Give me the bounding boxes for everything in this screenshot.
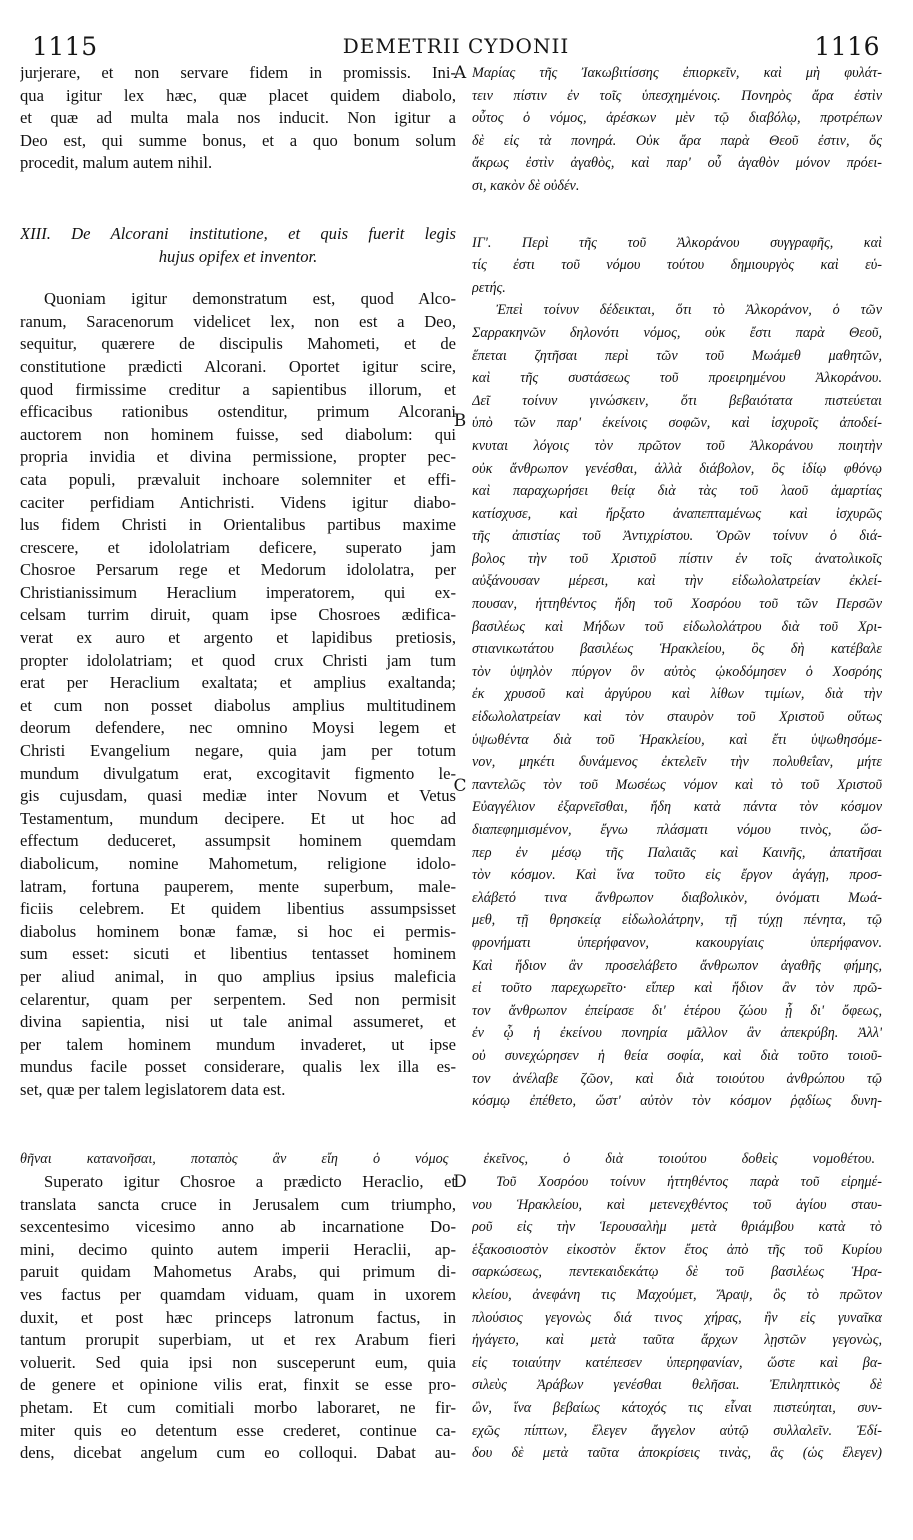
latin-line: sequitur, quærere de discipulis Mahometi, et de <box>20 334 456 354</box>
latin-line: efficacibus rationibus ostenditur, primum Alcorani <box>20 402 456 422</box>
greek-line: κατίσχυσε, καὶ ἤρξατο ἀναπεπταμένως καὶ ἰσχυρῶς <box>472 505 882 522</box>
latin-line: et quæ ad multa mala nos inducit. Non igitur a <box>20 108 456 128</box>
latin-line: divina sapientia, nisi ut tale animal assumeret, et <box>20 1012 456 1032</box>
greek-line: οὐ συνεχώρησεν ἡ θεία σοφία, καὶ διὰ τοῦτο τοιοῦ- <box>472 1047 882 1064</box>
greek-line: Ἐπεὶ τοίνυν δέδεικται, ὅτι τὸ Ἀλκοράνον, ὁ τῶν <box>496 302 882 319</box>
latin-line: caciter perfidiam Antichristi. Videns igitur diabo- <box>20 492 456 512</box>
latin-line: mini, decimo quinto autem imperii Heraclii, ap- <box>20 1239 456 1259</box>
greek-line: τον ἀνέλαβε ζῶον, καὶ διὰ τοιούτου ἀνθρώπου τῷ <box>472 1070 882 1087</box>
greek-line: τὸν κόσμον. Καὶ ἵνα τοῦτο εἰς ἔργον ἀγάγῃ, προσ- <box>472 867 882 884</box>
greek-line: σιλεὺς Ἀράβων γενέσθαι θελῆσαι. Ἐπιληπτικὸς δὲ <box>472 1377 882 1394</box>
latin-line: duxit, et post hæc princeps latronum factus, in <box>20 1307 456 1327</box>
greek-line: τειν πίστιν ἐν τοῖς ὑπεσχημένοις. Πονηρὸς ἄρα ἐστὶν <box>472 87 882 104</box>
latin-line: celsam turrim diruit, quam ipse Chosroes ædifica- <box>20 605 456 625</box>
latin-line: gis cujusdam, quasi mediæ inter Novum et Vetus <box>20 786 456 806</box>
latin-line: et cum non posset diabolus amplius multitudinem <box>20 695 456 715</box>
latin-line: deorum defendere, nec omnino Moysi legem et <box>20 718 456 738</box>
latin-line: procedit, malum autem nihil. <box>20 153 213 173</box>
latin-line: diabolus hominem bonæ famæ, si hoc ei permis- <box>20 921 456 941</box>
latin-line: Christi Evangelium negare, quia jam per totum <box>20 741 456 761</box>
latin-line: quod firmissime creditur a sapientibus illorum, et <box>20 379 456 399</box>
latin-line: latram, fortuna pauperem, mente superbum, male- <box>20 876 456 896</box>
margin-marker-b: B <box>453 411 467 431</box>
latin-line: miter quis eo detentum esse crederet, continue ca- <box>20 1420 456 1440</box>
margin-marker-c: C <box>453 776 467 796</box>
greek-line: Εὐαγγέλιον ἐξαρνεῖσθαι, ἤδη κατὰ πάντα τὸν κόσμον <box>472 799 882 816</box>
greek-line: βολος τὴν τοῦ Χριστοῦ πίστιν ἐν τοῖς ἀνατολικοῖς <box>472 550 882 567</box>
greek-line: ἠγάγετο, καὶ μετὰ ταῦτα ἄρχων λῃστῶν γεγονὼς, <box>472 1332 882 1349</box>
margin-marker-d: D <box>453 1172 467 1192</box>
greek-line: ὑπὸ τῶν παρ' ἐκείνοις σοφῶν, καὶ ἰσχυροῖς ἀποδεί- <box>472 415 882 432</box>
greek-heading-line: τίς ἐστι τοῦ νόμου τούτου δημιουργὸς καὶ εὑ- <box>472 257 882 274</box>
latin-line: Testamentum, mundum decipere. Et ut hoc ad <box>20 808 456 828</box>
latin-line: verat ex auro et argento et lapidibus pretiosis, <box>20 628 456 648</box>
left-page-number: 1115 <box>32 32 98 61</box>
greek-line: περ ἐν μέσῳ τῆς Παλαιᾶς καὶ Καινῆς, ἀπατῆσαι <box>472 844 882 861</box>
greek-line: εἰς τοιαύτην κατέπεσεν ὑπερηφανίαν, ὥστε καὶ βα- <box>472 1354 882 1371</box>
greek-line: εἰ τοῦτο παρεχωρεῖτο· εἴπερ καὶ ἥδιον ἂν τὸν πρῶ- <box>472 980 882 997</box>
latin-line: jurjerare, et non servare fidem in promissis. Ini- <box>20 63 456 82</box>
greek-line: Τοῦ Χοσρόου τοίνυν ἡττηθέντος παρὰ τοῦ εἰρημέ- <box>496 1174 882 1190</box>
greek-line: κόσμῳ ἐπέθετο, ὥστ' αὐτὸν τὸν κόσμον ῥᾳδίως δυνη- <box>472 1093 882 1110</box>
greek-line: κνυται λόγοις τὸν πρῶτον τοῦ Ἀλκοράνου ποιητὴν <box>472 437 882 454</box>
greek-line: πλούσιος γεγονὼς διά τινος χήρας, ἣν εἰς γυναῖκα <box>472 1309 882 1326</box>
latin-line: crescere, et idololatriam deficere, superato jam <box>20 537 456 557</box>
latin-column <box>20 62 456 1102</box>
latin-line: Superato igitur Chosroe a prædicto Heraclio, et <box>44 1172 456 1191</box>
latin-line: qua igitur lex hæc, quæ placet quidem diabolo, <box>20 85 456 105</box>
latin-line: per talem hominem mundum invaderet, ut ipse <box>20 1034 456 1054</box>
latin-line: voluerit. Sed quia ipsi non susceperunt eum, quia <box>20 1352 456 1372</box>
latin-line: diabolicum, nomine Mahometum, religione idolo- <box>20 854 456 873</box>
latin-line: ranum, Saracenorum videlicet lex, non est a Deo, <box>20 311 456 331</box>
greek-line: σαρκώσεως, πεντεκαιδεκάτῳ δὲ τοῦ βασιλέως Ἡρα- <box>472 1264 882 1281</box>
greek-line: ἐν ᾧ ἡ ἐκείνου πονηρία μᾶλλον ἂν ἀπεκρύβη. Ἀλλ' <box>472 1025 882 1042</box>
latin-heading-line: hujus opifex et inventor. <box>158 246 318 266</box>
latin-line: Chosroe Persarum rege et Medorum idololatra, per <box>20 560 456 580</box>
latin-line: mundus facile posset considerare, qualis lex illa es- <box>20 1057 456 1077</box>
latin-line: Quoniam igitur demonstratum est, quod Alco- <box>44 289 456 309</box>
latin-line: ves factus per quamdam viduam, quam in uxorem <box>20 1284 456 1304</box>
greek-column-continued <box>472 1171 882 1465</box>
greek-line: δὲ εἰς τὰ πονηρά. Οὐκ ἄρα παρὰ Θεοῦ ἐστιν, ὅς <box>472 132 882 149</box>
greek-line: μεθ, τῇ θρησκείᾳ εἰδωλολάτρην, τῇ τύχῃ πένητα, τῷ <box>472 912 882 929</box>
greek-line: ἄκρως ἐστὶν ἀγαθὸς, καὶ παρ' οὗ ἀγαθὸν μόνον πρόει- <box>472 155 882 172</box>
greek-line: στιανικωτάτου βασιλέως Ἡρακλείου, ὃς δὴ κατέβαλε <box>472 641 882 658</box>
greek-line: ελάβετό τινα ἄνθρωπον διαβολικὸν, ὀνόματι Μωά- <box>472 889 882 906</box>
spacer <box>472 198 882 232</box>
latin-line: set, quæ per talem legislatorem data est. <box>20 1079 286 1099</box>
latin-line: mundum divulgatum erat, excogitavit figmento le- <box>20 763 456 783</box>
greek-line: κλείου, ἀνεφάνη τις Μαχούμετ, Ἄραψ, ὃς τὸ πρῶτον <box>472 1286 882 1303</box>
greek-line: ροῦ εἰς τὴν Ἱερουσαλὴμ μετὰ θριάμβου κατὰ τὸ <box>472 1219 882 1236</box>
latin-line: celarentur, quam per serpentem. Sed non permisit <box>20 989 456 1009</box>
latin-line: lus fidem Christi in Orientalibus partibus maxime <box>20 515 456 535</box>
greek-line: καὶ παραχωρήσει θείᾳ διὰ τὰς τοῦ λαοῦ ἁμαρτίας <box>472 483 882 500</box>
latin-line: per aliud animal, in quo amplius ipsius maleficia <box>20 966 456 986</box>
latin-line: sum esset: sicuti et libentius tentasset hominem <box>20 944 456 964</box>
running-title: DEMETRII CYDONII <box>342 34 570 58</box>
greek-line: Καὶ ἥδιον ἂν προσελάβετο ἄνθρωπον ἀγαθῆς φήμης, <box>472 957 882 974</box>
margin-marker-a: A <box>453 63 467 83</box>
latin-line: dens, dicebat angelum cum eo colloqui. Dabat au- <box>20 1443 456 1463</box>
latin-line: de genere et opinione vilis erat, finxit se esse pro- <box>20 1375 456 1395</box>
greek-line: Σαρρακηνῶν δηλονότι νόμος, οὐκ ἔστι παρὰ Θεοῦ, <box>472 324 882 341</box>
latin-line: auctorem non hominem fuisse, sed diabolum: qui <box>20 424 456 444</box>
latin-line: translata sancta cruce in Jerusalem cum triumpho, <box>20 1194 456 1214</box>
greek-line: τῆς ἀπιστίας τοῦ Ἀντιχρίστου. Ὁρῶν τοίνυν ὁ διά- <box>472 528 882 545</box>
greek-line: ὑψωθέντα διὰ τοῦ Ἡρακλείου, καὶ ἔτι ὑψωθησόμε- <box>472 731 882 748</box>
greek-line: διαπεφημισμένον, ἔγνω πλάσματι νόμου τινὸς, ὥσ- <box>472 822 882 838</box>
latin-column-continued <box>20 1171 456 1465</box>
greek-line: αὐξάνουσαν μέρεσι, καὶ τὴν εἰδωλολατρείαν ἐκλεί- <box>472 573 882 590</box>
greek-line: φρονήματι ὑπερήφανον, κακουργίαις ὑπερήφανον. <box>472 934 882 951</box>
greek-line: βασιλέως καὶ Μήδων τοῦ εἰδωλολάτρου διὰ τοῦ Χρι- <box>472 618 882 635</box>
greek-line: δου δὲ μετὰ ταῦτα ἀποκρίσεις τινὰς, ἃς (ὡς ἔλεγεν) <box>472 1445 882 1462</box>
latin-line: constitutione prædicti Alcorani. Oportet igitur scire, <box>20 356 456 376</box>
latin-line: paruit quidam Mahometus Arabs, qui primum di- <box>20 1262 456 1282</box>
spacer <box>20 268 456 288</box>
latin-line: erat per Heraclium exaltata; et amplius exaltanda; <box>20 673 456 693</box>
greek-spanning-line: θῆναι κατανοῆσαι, ποταπὸς ἂν εἴη ὁ νόμος ἐκεῖνος, ὁ διὰ τοιούτου δοθεὶς νομοθέτου. <box>20 1151 875 1167</box>
greek-column <box>472 62 882 1113</box>
right-page-number: 1116 <box>814 32 880 61</box>
greek-line: ἕπεται ζητῆσαι περὶ τῶν τοῦ Μωάμεθ μαθητῶν, <box>472 347 882 364</box>
greek-line: τον ἄνθρωπον ἐπείρασε δι' ἑτέρου ζώου ᾗ δι' ὄφεως, <box>472 1002 882 1019</box>
greek-line: καὶ τῆς συστάσεως τοῦ προειρημένου Ἀλκοράνου. <box>472 370 882 387</box>
greek-heading-line: ρετής. <box>472 279 506 296</box>
greek-line: Δεῖ τοίνυν γινώσκειν, ὅτι βεβαιότατα πιστεύεται <box>472 392 882 409</box>
latin-line: phetam. Et cum comitiali morbo laboraret, ne fir- <box>20 1397 456 1417</box>
greek-line: πουσαν, ἡττηθέντος ἤδη τοῦ Χοσρόου τοῦ τῶν Περσῶν <box>472 596 882 613</box>
latin-line: propria invidia et divina permissione, propter pec- <box>20 447 456 467</box>
spacer <box>20 175 456 223</box>
greek-line: νου Ἡρακλείου, καὶ μετενεχθέντος τοῦ ἁγίου σταυ- <box>472 1196 882 1213</box>
greek-line: ἑξακοσιοστὸν εἰκοστὸν ἕκτον ἔτος ἀπὸ τῆς τοῦ Κυρίου <box>472 1241 882 1258</box>
latin-heading-line: XIII. De Alcorani institutione, et quis fuerit legis <box>20 223 456 243</box>
latin-line: cata populi, prævaluit inchoare solemniter et effi- <box>20 469 456 489</box>
latin-line: tantum prorupit superbiam, ut et rex Arabum fieri <box>20 1330 456 1350</box>
greek-heading-line: ΙΓ'. Περὶ τῆς τοῦ Ἀλκοράνου συγγραφῆς, καὶ <box>472 234 882 251</box>
greek-line: ὢν, ἵνα βεβαίως κάτοχός τις εἶναι πιστεύηται, συν- <box>472 1399 882 1416</box>
page-header <box>32 32 880 60</box>
greek-line: ἐκ χρυσοῦ καὶ ἀργύρου καὶ λίθων τιμίων, διὰ τὴν <box>472 686 882 703</box>
greek-line: οὐκ ἄνθρωπον γενέσθαι, ἀλλὰ διάβολον, ὃς ἰδίῳ φθόνῳ <box>472 460 882 477</box>
greek-line: εἰδωλολατρείαν καὶ τὸν σταυρὸν τοῦ Χριστοῦ οὕτως <box>472 709 882 726</box>
latin-line: ficiis celebrem. Et quidem libentius assumpsisset <box>20 899 456 919</box>
greek-line: τὸν ὑψηλὸν πύργον ὃν αὐτὸς ᾠκοδόμησεν ὁ Χοσρόης <box>472 663 882 680</box>
greek-line: Μαρίας τῆς Ἰακωβιτίσσης ἐπιορκεῖν, καὶ μὴ φυλάτ- <box>472 65 882 81</box>
greek-line: νον, μηκέτι δυνάμενος ἐκτελεῖν τὴν πολυθεΐαν, μήτε <box>472 754 882 771</box>
latin-line: effectum deduceret, assumpsit hominem quemdam <box>20 831 456 851</box>
greek-line: εχῶς πίπτων, ἔλεγεν ἄγγελον αὐτῷ συλλαλεῖν. Ἐδί- <box>472 1422 882 1439</box>
latin-line: Christianissimum Heraclium imperatorem, qui ex- <box>20 582 456 602</box>
greek-line: παντελῶς τὸν τοῦ Μωσέως νόμον καὶ τὸ τοῦ Χριστοῦ <box>472 776 882 793</box>
latin-line: sexcentesimo vicesimo anno ab incarnatione Do- <box>20 1217 456 1237</box>
greek-line: οὗτος ὁ νόμος, ἀρέσκων μὲν τῷ διαβόλῳ, προτρέπων <box>472 110 882 127</box>
latin-line: Deo est, qui summe bonus, et a quo bonum solum <box>20 130 456 150</box>
latin-line: propter idololatriam; et quod crux Christi jam tum <box>20 650 456 670</box>
greek-line: σι, κακὸν δὲ οὐδέν. <box>472 177 580 194</box>
